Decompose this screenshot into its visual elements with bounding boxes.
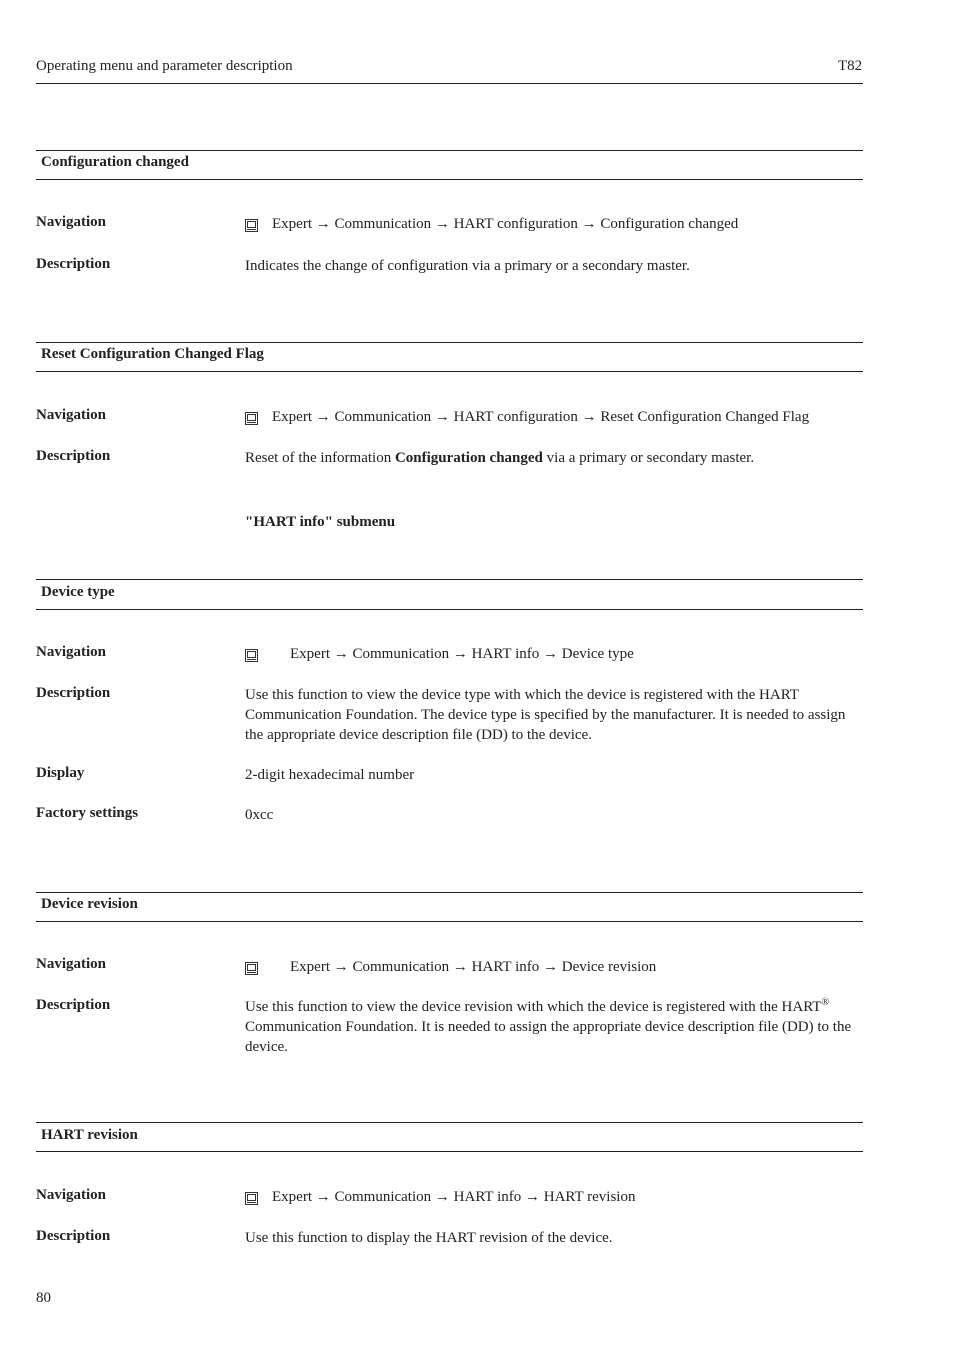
- nav-step: Communication: [334, 409, 432, 425]
- section-top-rule: [36, 150, 863, 151]
- display-device-icon: [245, 412, 258, 425]
- nav-arrow: →: [333, 959, 349, 975]
- nav-arrow: →: [434, 216, 450, 232]
- description-label: Description: [36, 997, 111, 1013]
- parameter-reference: Configuration changed: [394, 450, 543, 466]
- navigation-path: [245, 407, 809, 427]
- navigation-path: [245, 957, 656, 977]
- description-text: Use this function to display the HART revision of the device.: [245, 1230, 613, 1246]
- nav-arrow: →: [542, 646, 558, 662]
- section-top-rule: [36, 579, 863, 580]
- nav-step: Expert: [290, 959, 330, 975]
- factory-settings-label: Factory settings: [36, 805, 139, 821]
- description-segment: Use this function to view the device revision with which the device is registered with the HART: [245, 999, 822, 1015]
- display-device-icon: [245, 219, 258, 232]
- nav-arrow: →: [333, 646, 349, 662]
- nav-step: HART configuration: [453, 409, 578, 425]
- navigation-path: [245, 1187, 635, 1207]
- section-title-configuration-changed: Configuration changed: [41, 154, 189, 170]
- nav-arrow: →: [581, 409, 597, 425]
- description-label: Description: [36, 685, 111, 701]
- nav-step: Expert: [272, 1189, 312, 1205]
- nav-step: Device revision: [561, 959, 657, 975]
- navigation-label: Navigation: [36, 1187, 107, 1203]
- description-text: [245, 997, 860, 1057]
- running-header-title: Operating menu and parameter description: [36, 58, 293, 74]
- description-text: Indicates the change of configuration via a primary or a secondary master.: [245, 258, 690, 274]
- description-label: Description: [36, 1228, 111, 1244]
- nav-step: Device type: [561, 646, 634, 662]
- nav-step: Expert: [272, 216, 312, 232]
- nav-step: Reset Configuration Changed Flag: [600, 409, 810, 425]
- section-bottom-rule: [36, 1151, 863, 1152]
- description-segment: via a primary or secondary master.: [542, 450, 755, 466]
- description-segment: Reset of the information: [245, 450, 395, 466]
- nav-arrow: →: [315, 1189, 331, 1205]
- display-device-icon: [245, 962, 258, 975]
- nav-arrow: →: [315, 409, 331, 425]
- running-header-code: T82: [838, 58, 863, 74]
- section-title-hart-revision: HART revision: [41, 1127, 138, 1143]
- display-label: Display: [36, 765, 85, 781]
- section-title-device-revision: Device revision: [41, 896, 138, 912]
- description-text: Use this function to view the device type with which the device is registered with the HART Communication Foundation. The device type is specified by the manufacturer. It is needed to assign the appropriate device description file (DD) to the device.: [245, 687, 846, 743]
- nav-arrow: →: [524, 1189, 540, 1205]
- description-label: Description: [36, 448, 111, 464]
- section-top-rule: [36, 892, 863, 893]
- nav-step: Communication: [352, 959, 450, 975]
- registered-mark: ®: [821, 997, 830, 1008]
- display-value: 2-digit hexadecimal number: [245, 767, 415, 783]
- page-number: 80: [36, 1290, 51, 1306]
- display-device-icon: [245, 649, 258, 662]
- description-segment: Communication Foundation. It is needed to assign the appropriate device description file (DD) to the device.: [245, 1019, 852, 1055]
- navigation-label: Navigation: [36, 644, 107, 660]
- nav-step: HART configuration: [453, 216, 578, 232]
- header-rule: [36, 83, 863, 84]
- description-text: [245, 448, 860, 468]
- navigation-label: Navigation: [36, 956, 107, 972]
- nav-step: Configuration changed: [600, 216, 739, 232]
- section-bottom-rule: [36, 179, 863, 180]
- description-label: Description: [36, 256, 111, 272]
- section-top-rule: [36, 1122, 863, 1123]
- nav-step: Expert: [272, 409, 312, 425]
- navigation-label: Navigation: [36, 214, 107, 230]
- nav-step: Communication: [352, 646, 450, 662]
- nav-step: HART info: [453, 1189, 522, 1205]
- submenu-heading: "HART info" submenu: [245, 514, 396, 530]
- nav-step: Communication: [334, 1189, 432, 1205]
- section-title-reset-configuration-changed-flag: Reset Configuration Changed Flag: [41, 346, 264, 362]
- section-top-rule: [36, 342, 863, 343]
- nav-step: HART revision: [543, 1189, 636, 1205]
- display-device-icon: [245, 1192, 258, 1205]
- navigation-path: [245, 214, 738, 234]
- nav-arrow: →: [315, 216, 331, 232]
- navigation-path: [245, 644, 634, 664]
- section-title-device-type: Device type: [41, 584, 115, 600]
- navigation-label: Navigation: [36, 407, 107, 423]
- nav-step: HART info: [471, 959, 540, 975]
- nav-arrow: →: [452, 646, 468, 662]
- nav-step: Communication: [334, 216, 432, 232]
- section-bottom-rule: [36, 921, 863, 922]
- nav-arrow: →: [581, 216, 597, 232]
- nav-arrow: →: [434, 1189, 450, 1205]
- nav-arrow: →: [452, 959, 468, 975]
- nav-arrow: →: [542, 959, 558, 975]
- section-bottom-rule: [36, 371, 863, 372]
- nav-arrow: →: [434, 409, 450, 425]
- section-bottom-rule: [36, 609, 863, 610]
- factory-settings-value: 0xcc: [245, 807, 274, 823]
- nav-step: HART info: [471, 646, 540, 662]
- nav-step: Expert: [290, 646, 330, 662]
